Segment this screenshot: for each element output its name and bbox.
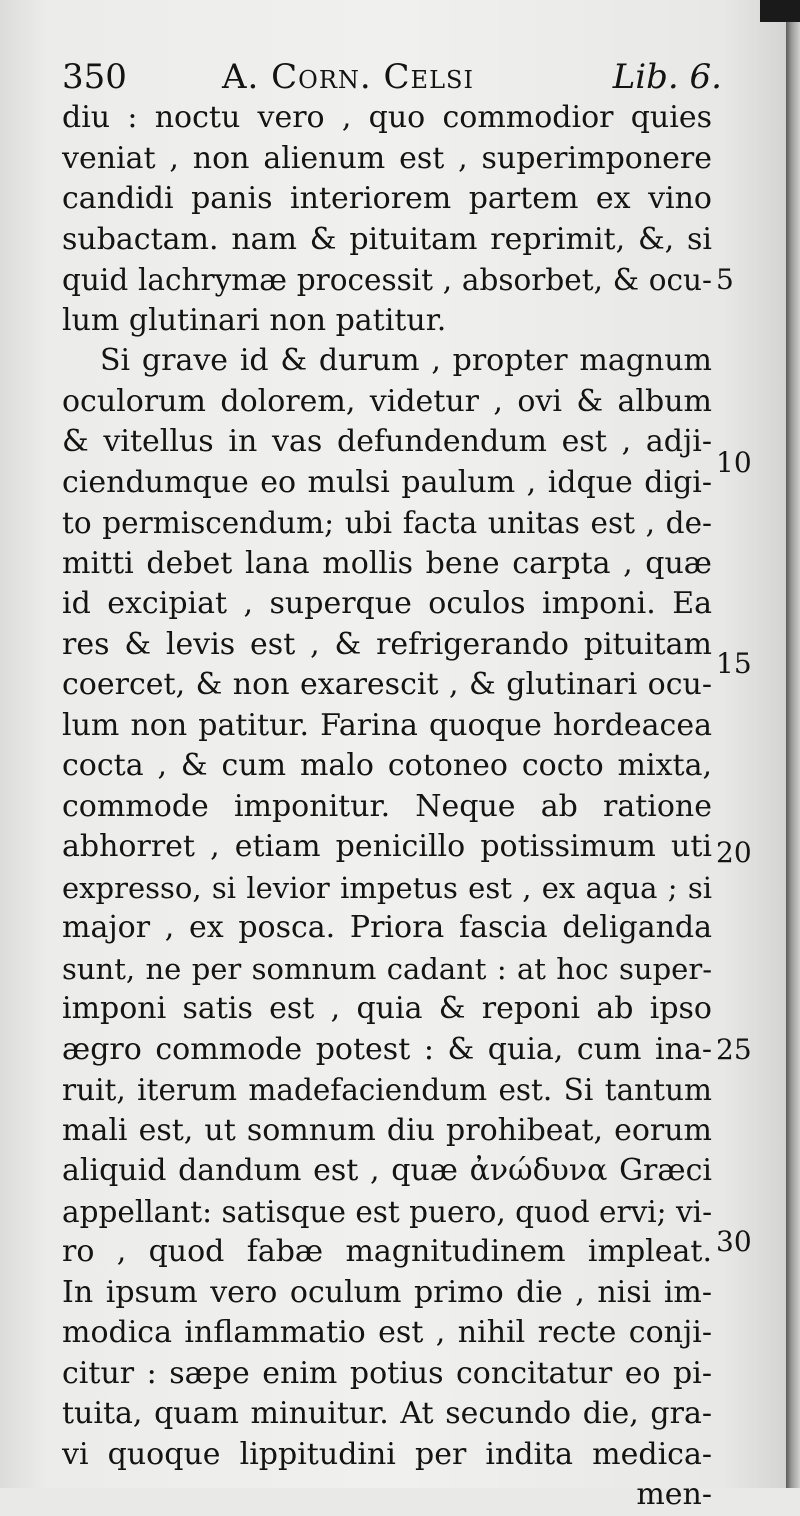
text-line: In ipsum vero oculum primo die , nisi im- — [62, 1274, 712, 1310]
text-line: diu : noctu vero , quo commodior quies — [62, 100, 712, 135]
line-number-5: 5 — [716, 263, 734, 296]
line-number-15: 15 — [716, 647, 752, 680]
book-label: Lib. 6. — [612, 57, 722, 97]
page-number: 350 — [62, 57, 127, 97]
text-line: Si grave id & durum , propter magnum — [100, 343, 712, 378]
catchword: men- — [636, 1477, 712, 1512]
text-line: lum glutinari non patitur. — [62, 302, 447, 338]
page-edge — [786, 0, 800, 1488]
text-line: veniat , non alienum est , superimponere — [62, 140, 712, 176]
text-line: citur : sæpe enim potius concitatur eo pi- — [62, 1355, 712, 1391]
text-line: id excipiat , superque oculos imponi. Ea — [62, 586, 712, 621]
text-line: res & levis est , & refrigerando pituitam — [62, 626, 712, 662]
text-line: to permiscendum; ubi facta unitas est , de- — [62, 506, 712, 540]
text-line: oculorum dolorem, videtur , ovi & album — [62, 383, 712, 419]
running-header — [62, 52, 722, 102]
running-title: A. Corn. Celsi — [222, 57, 474, 97]
text-line: mitti debet lana mollis bene carpta , quæ — [62, 545, 712, 581]
text-line: expresso, si levior impetus est , ex aqua ; si — [62, 870, 712, 905]
text-line: major , ex posca. Priora fascia deliganda — [62, 910, 712, 945]
line-number-25: 25 — [716, 1033, 752, 1066]
text-line: mali est, ut somnum diu prohibeat, eorum — [62, 1112, 712, 1148]
text-line: imponi satis est , quia & reponi ab ipso — [62, 991, 712, 1026]
text-line: & vitellus in vas defundendum est , adji- — [62, 424, 712, 459]
text-line: quid lachrymæ processit , absorbet, & ocu- — [62, 263, 712, 297]
text-line: tuita, quam minuitur. At secundo die, gra- — [62, 1396, 712, 1431]
text-line: ciendumque eo mulsi paulum , idque digi- — [62, 464, 712, 500]
text-line: sunt, ne per somnum cadant : at hoc super- — [62, 951, 712, 986]
page-corner-shadow — [760, 0, 800, 22]
text-line: abhorret , etiam penicillo potissimum uti — [62, 829, 712, 864]
text-line: lum non patitur. Farina quoque hordeacea — [62, 707, 712, 743]
text-line: appellant: satisque est puero, quod ervi; vi- — [62, 1194, 713, 1229]
text-line: ro , quod fabæ magnitudinem impleat. — [62, 1234, 712, 1269]
text-line: subactam. nam & pituitam reprimit, &, si — [62, 221, 712, 257]
line-number-30: 30 — [716, 1225, 752, 1258]
text-block — [62, 98, 712, 1516]
text-line: candidi panis interiorem partem ex vino — [62, 181, 712, 216]
text-line: aliquid dandum est , quæ ἀνώδυνα Græci — [62, 1153, 712, 1188]
text-line: ægro commode potest : & quia, cum ina- — [62, 1031, 712, 1067]
text-line: commode imponitur. Neque ab ratione — [62, 788, 712, 824]
text-line: coercet, & non exarescit , & glutinari ocu- — [62, 667, 712, 702]
text-line: ruit, iterum madefaciendum est. Si tantum — [62, 1073, 712, 1107]
line-number-20: 20 — [716, 836, 752, 869]
text-line: modica inflammatio est , nihil recte conji- — [62, 1315, 712, 1350]
line-number-10: 10 — [716, 446, 752, 479]
text-line: cocta , & cum malo cotoneo cocto mixta, — [62, 748, 712, 783]
text-line: vi quoque lippitudini per indita medica- — [62, 1436, 712, 1472]
